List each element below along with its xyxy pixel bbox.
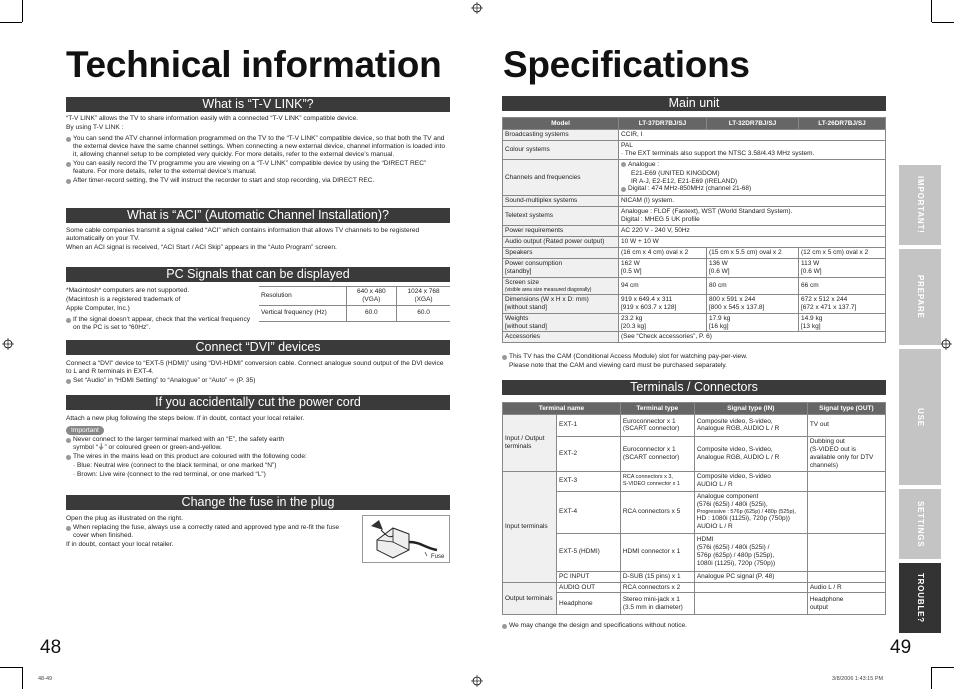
section-body-pc-signals (66, 287, 251, 333)
headphone-out (807, 593, 885, 615)
ext2-out-line: Dubbing out (809, 437, 845, 445)
crop-mark (0, 667, 22, 668)
power-label: Power requirements (503, 226, 619, 237)
ext2-type-line: Euroconnector x 1 (622, 445, 676, 453)
ext3-type-line: S-VIDEO connector x 1 (622, 481, 680, 488)
table-row (503, 571, 886, 582)
header-signal-in: Signal type (IN) (694, 403, 807, 415)
ext3-in (694, 471, 807, 491)
pc-text1: *Macintosh* computers are not supported. (66, 287, 190, 294)
consumption-value: 162 W (621, 259, 640, 267)
design-note (502, 622, 886, 631)
table-row (259, 305, 450, 321)
pcinput-in: Analogue PC signal (P. 48) (694, 571, 807, 582)
pc-frequency-xga: 60.0 (397, 305, 450, 321)
tlink-bullet: You can easily record the TV programme you are viewing on a “T-V LINK” compatible device by using the “DIRECT REC” feature. For more details, refer to the external device’s manual. (66, 160, 450, 176)
pc-frequency-vga: 60.0 (346, 305, 397, 321)
header-terminal-type: Terminal type (620, 403, 694, 415)
crop-mark (0, 22, 22, 23)
table-row (503, 207, 886, 226)
pc-bullet: If the signal doesn’t appear, check that the vertical frequency on the PC is set to “60Hz”. (66, 316, 251, 332)
dimensions-value: 919 x 649.4 x 311 (621, 295, 673, 303)
ext2-in (694, 436, 807, 471)
ext2-out-line: channels) (809, 461, 838, 469)
table-row (503, 237, 886, 248)
page-number-right: 49 (890, 637, 912, 658)
ext5-in-line: HDMI (696, 536, 714, 544)
screen-lt32: 80 cm (707, 277, 799, 294)
pcinput-type: D-SUB (15 pins) x 1 (620, 571, 694, 582)
ext2-name: EXT-2 (557, 436, 621, 471)
crop-mark (931, 0, 932, 22)
pc-resolution-vga: 640 x 480 (VGA) (346, 287, 397, 306)
ext4-in-line: Analogue component (696, 492, 759, 500)
ext2-in-line: Composite video, S-video, (696, 445, 773, 453)
cord-bullet1-post: ” or coloured green or green-and-yellow. (104, 444, 222, 452)
table-row (503, 582, 886, 593)
ext2-type-line: (SCART connector) (622, 453, 680, 461)
tab-trouble[interactable] (899, 563, 941, 633)
header-lt37: LT-37DR7BJ/SJ (619, 118, 707, 130)
ext1-in-line: Composite video, S-video, (696, 417, 773, 425)
pc-resolution-xga: 1024 x 768 (XGA) (397, 287, 450, 306)
ext1-in-line: Analogue RGB, AUDIO L / R (696, 425, 780, 433)
consumption-lt32 (707, 258, 799, 277)
weights-nostand: [13 kg] (801, 322, 821, 330)
plug-illustration (362, 515, 450, 563)
pc-text3: Apple Computer, Inc.) (66, 305, 130, 313)
pc-text2: (Macintosh is a registered trademark of (66, 296, 181, 304)
ext1-type (620, 414, 694, 436)
table-row (503, 533, 886, 571)
output-terminals-label: Output terminals (503, 582, 557, 615)
power-value: AC 220 V - 240 V, 50Hz (619, 226, 886, 237)
aci-text2: When an ACI signal is received, “ACI Start / ACI Skip” appears in the “Auto Program” screen. (66, 244, 337, 252)
accessories-value: (See “Check accessories”, P. 6) (619, 332, 886, 343)
ext1-out: TV out (807, 414, 885, 436)
footer-timestamp: 3/8/2006 1:43:15 PM (832, 676, 884, 682)
weights-value: 17.9 kg (709, 314, 731, 322)
channels-ireland: IR A-J, E2-E12, E21-E69 (IRELAND) (631, 177, 738, 185)
cord-bullet1-line1: Never connect to the larger terminal marked with an “E”, the safety earth (73, 436, 285, 444)
consumption-label-main: Power consumption (505, 259, 563, 267)
weights-lt26 (799, 313, 886, 332)
header-model: Model (503, 118, 619, 130)
table-row (503, 491, 886, 533)
dimensions-lt37 (619, 294, 707, 313)
cord-code-brown: · Brown: Live wire (connect to the red terminal, or one marked “L”) (73, 471, 266, 479)
pc-frequency-label: Vertical frequency (Hz) (259, 305, 346, 321)
cord-text: Attach a new plug following the steps below. If in doubt, contact your local retailer. (66, 415, 305, 422)
screen-lt26: 66 cm (799, 277, 886, 294)
section-body-aci (66, 227, 450, 253)
table-row (503, 226, 886, 237)
ext2-out-line: (S-VIDEO out is (809, 445, 857, 453)
headphone-type-line: (3.5 mm in diameter) (622, 603, 683, 611)
tlink-intro: “T-V LINK” allows the TV to share information easily with a connected “T-V LINK” compatible device. (66, 115, 358, 122)
consumption-standby: [0.6 W] (801, 267, 822, 275)
table-row (503, 118, 886, 130)
table-row (503, 277, 886, 294)
screen-lt37: 94 cm (619, 277, 707, 294)
channels-label: Channels and frequencies (503, 159, 619, 196)
table-row (503, 332, 886, 343)
fuse-label: Fuse (431, 554, 445, 560)
section-heading-pc-signals: PC Signals that can be displayed (66, 267, 450, 282)
channels-digital: Digital : 474 MHz-850MHz (channel 21-68) (621, 185, 883, 193)
crop-mark (932, 667, 954, 668)
weights-label-main: Weights (505, 314, 529, 322)
speakers-lt32: (15 cm x 5.5 cm) oval x 2 (707, 247, 799, 258)
pc-signal-table (259, 286, 450, 322)
speakers-lt26: (12 cm x 5 cm) oval x 2 (799, 247, 886, 258)
ext4-name: EXT-4 (557, 491, 621, 533)
accessories-label: Accessories (503, 332, 619, 343)
weights-nostand: [16 kg] (709, 322, 729, 330)
ext2-type (620, 436, 694, 471)
dimensions-nostand: [672 x 471 x 137.7] (801, 303, 857, 311)
dimensions-label-main: Dimensions (W x H x D: mm) (505, 295, 589, 303)
ext2-out (807, 436, 885, 471)
ext4-in-line: (576i (625i) / 480i (525i), (696, 500, 768, 508)
footer-file: 48-49 (38, 676, 53, 682)
ext4-in-line: AUDIO L / R (696, 523, 733, 531)
consumption-value: 113 W (801, 259, 820, 267)
cord-bullet2: The wires in the mains lead on this product are coloured with the following code: (66, 453, 450, 461)
ext4-in-line: Progressive : 576p (625p) / 480p (525p), (696, 508, 796, 515)
weights-nostand: [20.3 kg] (621, 322, 646, 330)
earth-symbol-icon: ⏚ (97, 444, 105, 452)
cam-note-line2: Please note that the CAM and viewing card must be purchased separately. (509, 362, 727, 370)
main-unit-table (502, 117, 886, 343)
tab-label: TROUBLE? (915, 573, 925, 623)
ext5-in-line: (576i (625i) / 480i (525i) / (696, 544, 770, 552)
section-body-tlink (66, 115, 450, 186)
page-title-right: Specifications (503, 44, 750, 85)
teletext-analogue: Analogue : FLOF (Fastext), WST (World Standard System). (621, 208, 793, 216)
table-row (503, 593, 886, 615)
screen-label-sub: (visible area size measured diagonally) (505, 286, 592, 293)
teletext-digital: Digital : MHEG 5 UK profile (621, 216, 700, 224)
weights-value: 14.9 kg (801, 314, 823, 322)
screen-label (503, 277, 619, 294)
consumption-lt26 (799, 258, 886, 277)
channels-uk: E21-E69 (UNITED KINGDOM) (631, 169, 720, 177)
consumption-value: 136 W (709, 259, 728, 267)
colour-value-ntsc: · The EXT terminals also support the NTSC 3.58/4.43 MHz system. (621, 149, 815, 157)
tab-label: USE (915, 407, 925, 427)
teletext-label: Teletext systems (503, 207, 619, 226)
fuse-bullet: When replacing the fuse, always use a correctly rated and approved type and re-fit the fuse cover when finished. (66, 524, 356, 540)
ext3-name: EXT-3 (557, 471, 621, 491)
headphone-type-line: Stereo mini-jack x 1 (622, 596, 680, 604)
tab-label: SETTINGS (915, 500, 925, 548)
section-body-power-cord (66, 415, 450, 480)
audio-label: Audio output (Rated power output) (503, 237, 619, 248)
section-body-dvi (66, 360, 450, 386)
dimensions-value: 672 x 512 x 244 (801, 295, 848, 303)
dvi-bullet: Set “Audio” in “HDMI Setting” to “Analogue” or “Auto” ➾ (P. 35) (66, 377, 450, 385)
tlink-intro2: By using T-V LINK : (66, 124, 124, 132)
aci-text1: Some cable companies transmit a signal called “ACI” which contains information that allows TV channels to be registered automatically on your TV. (66, 227, 420, 243)
table-row (503, 159, 886, 196)
cord-code-blue: · Blue: Neutral wire (connect to the black terminal, or one marked “N”) (73, 462, 277, 470)
ext1-in (694, 414, 807, 436)
speakers-label: Speakers (503, 247, 619, 258)
sound-value: NICAM (I) system. (619, 196, 886, 207)
consumption-standby: [0.5 W] (621, 267, 642, 275)
audio-value: 10 W + 10 W (619, 237, 886, 248)
header-signal-out: Signal type (OUT) (807, 403, 885, 415)
table-row (503, 414, 886, 436)
headphone-out-line: Headphone (809, 596, 844, 604)
table-row (503, 129, 886, 140)
table-row (259, 287, 450, 306)
dimensions-nostand: [800 x 545 x 137.8] (709, 303, 765, 311)
table-row (503, 313, 886, 332)
terminals-table (502, 402, 886, 615)
tab-settings[interactable] (899, 489, 941, 559)
header-terminal-name: Terminal name (503, 403, 621, 415)
cord-bullet1-pre: symbol “ (73, 444, 98, 452)
teletext-value (619, 207, 886, 226)
section-heading-terminals: Terminals / Connectors (502, 380, 886, 395)
ext5-name: EXT-5 (HDMI) (557, 533, 621, 571)
table-row (503, 140, 886, 159)
section-heading-tlink: What is “T-V LINK”? (66, 97, 450, 112)
ext4-in-line: HD : 1080i (1125i), 720p (750p)) (696, 515, 790, 523)
channels-analogue: Analogue : (621, 161, 883, 169)
important-badge: Important (66, 426, 104, 435)
ext3-type (620, 471, 694, 491)
dimensions-nostand: [919 x 603.7 x 128] (621, 303, 677, 311)
section-heading-power-cord: If you accidentally cut the power cord (66, 395, 450, 410)
ext3-type-line: RCA connectors x 3, (622, 474, 673, 481)
cam-note (502, 353, 886, 371)
ext5-out (807, 533, 885, 571)
section-heading-aci: What is “ACI” (Automatic Channel Installation)? (66, 208, 450, 223)
audioout-type: RCA connectors x 2 (620, 582, 694, 593)
headphone-in (694, 593, 807, 615)
crop-mark (22, 0, 23, 22)
weights-value: 23.2 kg (621, 314, 643, 322)
headphone-out-line: output (809, 603, 828, 611)
cord-bullet1 (66, 436, 450, 452)
tlink-bullet: You can send the ATV channel information programmed on the TV to the “T-V LINK” compatible device, so that both the TV and the external device have the same channel settings. When connecting a new external device, channel information is loaded into it, allowing channel setup to be completed very quickly. For more details, refer to the external device’s manual. (66, 135, 450, 159)
ext1-type-line: (SCART connector) (622, 425, 680, 433)
page-number-left: 48 (40, 637, 62, 658)
table-row (503, 436, 886, 471)
tab-use[interactable] (899, 349, 941, 485)
broadcasting-value: CCIR, I (619, 129, 886, 140)
colour-value (619, 140, 886, 159)
registration-mark-icon (471, 2, 483, 14)
section-heading-fuse: Change the fuse in the plug (66, 495, 450, 510)
ext1-name: EXT-1 (557, 414, 621, 436)
dvi-text: Connect a “DVI” device to “EXT-5 (HDMI)” using “DVI-HDMI” conversion cable. Connect analogue sound output of the DVI device to L and R terminals in EXT-4. (66, 360, 444, 376)
weights-lt32 (707, 313, 799, 332)
audioout-in (694, 582, 807, 593)
tlink-bullet: After timer-record setting, the TV will instruct the recorder to start and stop recording, via DIRECT REC. (66, 177, 450, 185)
consumption-label-sub: [standby] (505, 267, 532, 275)
broadcasting-label: Broadcasting systems (503, 129, 619, 140)
ext1-type-line: Euroconnector x 1 (622, 417, 676, 425)
tab-prepare[interactable] (899, 249, 941, 345)
ext5-type: HDMI connector x 1 (620, 533, 694, 571)
design-note-text: We may change the design and specifications without notice. (502, 622, 886, 630)
section-heading-main-unit: Main unit (502, 96, 886, 111)
pcinput-name: PC INPUT (557, 571, 621, 582)
dimensions-lt32 (707, 294, 799, 313)
ext4-type: RCA connectors x 5 (620, 491, 694, 533)
table-row (503, 196, 886, 207)
cam-note-line1: This TV has the CAM (Conditional Access Module) slot for watching pay-per-view. (502, 353, 886, 361)
colour-value-pal: PAL (621, 141, 633, 149)
crop-mark (931, 667, 932, 689)
ext4-in (694, 491, 807, 533)
header-lt26: LT-26DR7BJ/SJ (799, 118, 886, 130)
weights-lt37 (619, 313, 707, 332)
dimensions-label (503, 294, 619, 313)
tab-important[interactable] (899, 165, 941, 245)
weights-label-sub: [without stand] (505, 322, 547, 330)
speakers-lt37: (16 cm x 4 cm) oval x 2 (619, 247, 707, 258)
ext3-out (807, 471, 885, 491)
registration-mark-icon (940, 338, 952, 350)
registration-mark-icon (2, 338, 14, 350)
table-row (503, 403, 886, 415)
headphone-name: Headphone (557, 593, 621, 615)
dimensions-label-sub: [without stand] (505, 303, 547, 311)
channels-value (619, 159, 886, 196)
ext5-in-line: 1080i (1125i), 720p (750p)) (696, 560, 776, 568)
table-row (503, 258, 886, 277)
crop-mark (932, 22, 954, 23)
dimensions-value: 800 x 591 x 244 (709, 295, 756, 303)
ext4-out (807, 491, 885, 533)
section-body-fuse (66, 515, 356, 550)
tab-label: PREPARE (915, 275, 925, 319)
header-lt32: LT-32DR7BJ/SJ (707, 118, 799, 130)
table-row (503, 471, 886, 491)
consumption-standby: [0.6 W] (709, 267, 730, 275)
page-title-left: Technical information (66, 44, 442, 85)
pcinput-out (807, 571, 885, 582)
screen-label-main: Screen size (505, 278, 539, 286)
section-heading-dvi: Connect “DVI” devices (66, 340, 450, 355)
pc-resolution-label: Resolution (259, 287, 346, 306)
ext2-out-line: available only for DTV (809, 453, 874, 461)
ext3-in-line: AUDIO L / R (696, 481, 733, 489)
ext3-in-line: Composite video, S-video (696, 473, 771, 481)
dimensions-lt26 (799, 294, 886, 313)
ext5-in-line: 576p (625p) / 480p (525p), (696, 552, 775, 560)
consumption-label (503, 258, 619, 277)
tab-label: IMPORTANT! (915, 176, 925, 234)
headphone-type (620, 593, 694, 615)
input-terminals-label: Input terminals (503, 471, 557, 582)
table-row (503, 294, 886, 313)
ext2-in-line: Analogue RGB, AUDIO L / R (696, 453, 780, 461)
ext5-in (694, 533, 807, 571)
fuse-text1: Open the plug as illustrated on the right. (66, 515, 183, 522)
registration-mark-icon (471, 675, 483, 687)
table-row (503, 247, 886, 258)
colour-label: Colour systems (503, 140, 619, 159)
weights-label (503, 313, 619, 332)
audioout-name: AUDIO OUT (557, 582, 621, 593)
io-terminals-label: Input / Output terminals (503, 414, 557, 471)
sound-label: Sound-multiplex systems (503, 196, 619, 207)
audioout-out: Audio L / R (807, 582, 885, 593)
consumption-lt37 (619, 258, 707, 277)
fuse-text2: If in doubt, contact your local retailer. (66, 541, 174, 549)
crop-mark (22, 667, 23, 689)
